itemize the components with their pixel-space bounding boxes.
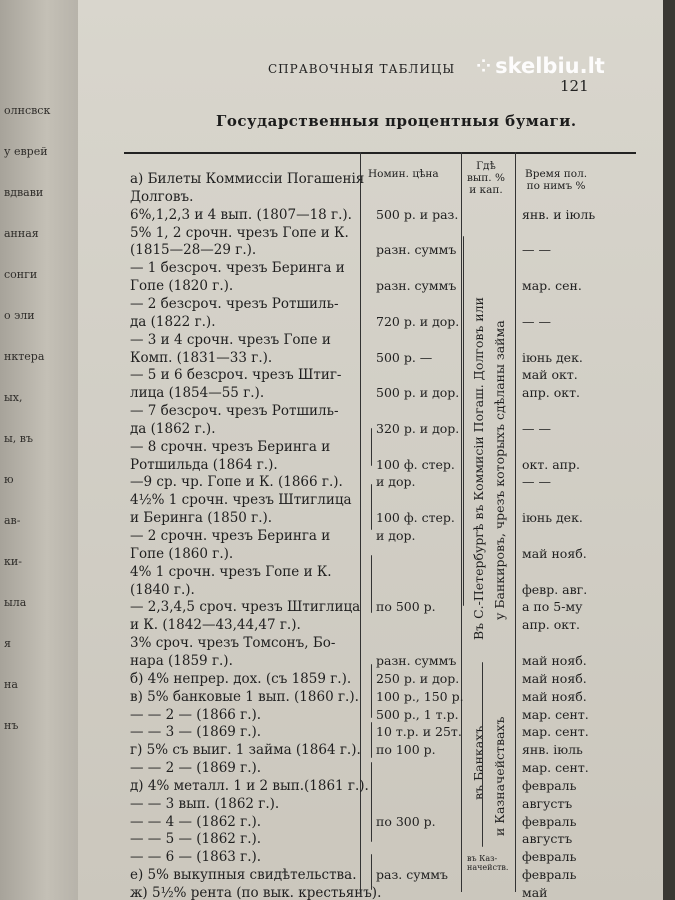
row-payment-time: апр. окт. xyxy=(522,385,580,401)
row-description: — — 2 — (1866 г.). xyxy=(130,706,262,723)
row-payment-time: мар. сент. xyxy=(522,706,589,722)
left-page-fragment: ых, xyxy=(4,391,23,404)
brace xyxy=(482,662,483,847)
row-description: 4% 1 срочн. чрезъ Гопе и К. xyxy=(130,563,332,580)
row-payment-time: май окт. xyxy=(522,367,578,383)
row-nominal: разн. суммъ xyxy=(376,278,457,294)
left-page-fragment: ы, въ xyxy=(4,432,33,445)
row-nominal: 100 ф. стер. xyxy=(376,510,455,526)
row-payment-time: май нояб. xyxy=(522,670,587,686)
row-description: 3% сроч. чрезъ Томсонъ, Бо- xyxy=(130,635,336,652)
row-description: — 1 безсроч. чрезъ Беринга и xyxy=(130,260,345,277)
row-payment-time: апр. окт. xyxy=(522,617,580,633)
row-payment-time: августъ xyxy=(522,795,573,811)
row-description: в) 5% банковые 1 вып. (1860 г.). xyxy=(130,688,359,705)
brace xyxy=(371,428,372,466)
watermark-text: skelbiu.lt xyxy=(495,54,605,78)
vertical-note-banks-a: въ Банкахъ xyxy=(471,725,486,800)
row-description: лица (1854—55 г.). xyxy=(130,385,265,402)
row-nominal: 100 ф. стер. xyxy=(376,456,455,472)
page-title: Государственныя процентныя бумаги. xyxy=(216,112,577,130)
row-description: — — 3 вып. (1862 г.). xyxy=(130,795,280,812)
row-payment-time: февраль xyxy=(522,777,577,793)
row-nominal: 500 р. и дор. xyxy=(376,385,460,401)
table-top-rule xyxy=(124,152,636,154)
row-payment-time: — — xyxy=(522,313,551,329)
row-description: Долговъ. xyxy=(130,188,194,205)
left-page-fragment: у еврей xyxy=(4,145,48,158)
book-gutter-shadow xyxy=(663,0,675,900)
row-nominal: 720 р. и дор. xyxy=(376,313,460,329)
row-nominal: разн. суммъ xyxy=(376,652,457,668)
row-payment-time: февраль xyxy=(522,867,577,883)
row-payment-time: — — xyxy=(522,420,551,436)
row-description: —9 ср. чр. Гопе и К. (1866 г.). xyxy=(130,474,343,491)
row-description: 6%,1,2,3 и 4 вып. (1807—18 г.). xyxy=(130,206,352,223)
row-description: г) 5% съ выиг. 1 займа (1864 г.). xyxy=(130,742,361,759)
row-payment-time: февраль xyxy=(522,849,577,865)
vertical-note-banks-b: и Казначействахъ xyxy=(492,716,507,836)
row-description: Ротшильда (1864 г.). xyxy=(130,456,278,473)
header-nominal: Номин. цѣна xyxy=(368,168,439,180)
row-description: — 2 безсроч. чрезъ Ротшиль- xyxy=(130,295,339,312)
row-description: — — 2 — (1869 г.). xyxy=(130,760,262,777)
row-description: — 7 безсроч. чрезъ Ротшиль- xyxy=(130,403,339,420)
left-page-fragment: ки- xyxy=(4,555,22,568)
row-payment-time: янв. іюль xyxy=(522,742,583,758)
row-payment-time: августъ xyxy=(522,831,573,847)
row-payment-time: мар. сент. xyxy=(522,724,589,740)
row-payment-time: — — xyxy=(522,474,551,490)
brace xyxy=(371,762,372,842)
header-where-line: вып. % xyxy=(467,172,505,184)
row-description: — 2,3,4,5 сроч. чрезъ Штиглица xyxy=(130,599,361,616)
watermark-dots-icon: ⁘ xyxy=(476,55,490,77)
left-page-fragment: анная xyxy=(4,227,39,240)
row-payment-time: іюнь дек. xyxy=(522,510,583,526)
row-nominal: по 500 р. xyxy=(376,599,436,615)
brace xyxy=(371,664,372,718)
row-nominal: разн. суммъ xyxy=(376,242,457,258)
row-payment-time: февр. авг. xyxy=(522,581,588,597)
left-page-fragment: ю xyxy=(4,473,14,486)
row-description: и К. (1842—43,44,47 г.). xyxy=(130,617,301,634)
left-page-edge xyxy=(0,0,78,900)
row-description: (1840 г.). xyxy=(130,581,195,598)
brace xyxy=(371,555,372,613)
row-nominal: и дор. xyxy=(376,528,416,543)
row-nominal: раз. суммъ xyxy=(376,867,448,883)
row-description: — — 5 — (1862 г.). xyxy=(130,831,262,848)
left-page-fragment: нъ xyxy=(4,719,19,732)
row-description: — — 4 — (1862 г.). xyxy=(130,813,262,830)
row-description: да (1822 г.). xyxy=(130,313,216,330)
row-payment-time: февраль xyxy=(522,813,577,829)
left-page-fragment: ыла xyxy=(4,596,27,609)
row-nominal: 10 т.р. и 25т. xyxy=(376,724,462,740)
left-page-fragment: ав- xyxy=(4,514,21,527)
row-description: — 2 срочн. чрезъ Беринга и xyxy=(130,528,331,544)
row-nominal: 320 р. и дор. xyxy=(376,420,460,436)
row-nominal: 500 р. — xyxy=(376,349,433,365)
row-description: и Беринга (1850 г.). xyxy=(130,510,273,527)
brace xyxy=(371,722,372,758)
left-page-fragment: я xyxy=(4,637,11,650)
row-nominal: и дор. xyxy=(376,474,416,490)
vertical-note-bottom: въ Каз-начейств. xyxy=(467,854,509,872)
column-divider xyxy=(461,152,462,892)
left-page-fragment: сонги xyxy=(4,268,38,281)
brace xyxy=(463,236,464,606)
left-page-fragment: вдвави xyxy=(4,186,44,199)
row-description: е) 5% выкупныя свидѣтельства. xyxy=(130,867,357,884)
row-description: ж) 5½% рента (по вык. крестьянъ). xyxy=(130,885,382,900)
row-description: Комп. (1831—33 г.). xyxy=(130,349,273,366)
header-where-line: Гдѣ xyxy=(476,160,496,172)
watermark-logo xyxy=(476,54,605,78)
row-description: 5% 1, 2 срочн. чрезъ Гопе и К. xyxy=(130,224,349,241)
vertical-note-main-b: у Банкировъ, чрезъ которыхъ сдѣланы займа xyxy=(492,320,507,620)
vertical-note-main-a: Въ С.-Петербургѣ въ Коммисіи Погаш. Долговъ или xyxy=(471,297,486,640)
header-where-line: и кап. xyxy=(469,184,503,196)
row-description: 4½% 1 срочн. чрезъ Штиглица xyxy=(130,492,352,509)
column-divider xyxy=(515,152,516,892)
page-number: 121 xyxy=(560,77,589,95)
row-description: — 3 и 4 срочн. чрезъ Гопе и xyxy=(130,331,331,348)
row-description: Гопе (1860 г.). xyxy=(130,545,234,562)
row-description: — 5 и 6 безсроч. чрезъ Штиг- xyxy=(130,367,342,384)
row-nominal: по 100 р. xyxy=(376,742,436,758)
row-payment-time: май нояб. xyxy=(522,652,587,668)
row-nominal: 500 р. и раз. xyxy=(376,206,459,222)
row-payment-time: окт. апр. xyxy=(522,456,580,472)
row-payment-time: а по 5-му xyxy=(522,599,583,615)
row-description: — — 3 — (1869 г.). xyxy=(130,724,262,741)
book-page xyxy=(78,0,663,900)
row-description: — 8 срочн. чрезъ Беринга и xyxy=(130,438,331,455)
row-description: нара (1859 г.). xyxy=(130,652,233,669)
row-payment-time: май нояб. xyxy=(522,688,587,704)
left-page-fragment: нктера xyxy=(4,350,45,363)
row-payment-time: май нояб. xyxy=(522,545,587,561)
running-head: СПРАВОЧНЫЯ ТАБЛИЦЫ xyxy=(268,62,456,76)
brace xyxy=(371,484,372,530)
left-page-fragment: олнсвск xyxy=(4,104,51,117)
left-page-fragment: на xyxy=(4,678,18,691)
row-payment-time: май xyxy=(522,885,548,900)
row-description: — — 6 — (1863 г.). xyxy=(130,849,262,866)
row-description: (1815—28—29 г.). xyxy=(130,242,257,259)
row-payment-time: мар. сен. xyxy=(522,278,582,294)
left-page-fragment: о эли xyxy=(4,309,35,322)
header-time-line: Время пол. xyxy=(525,168,588,180)
row-nominal: 250 р. и дор. xyxy=(376,670,460,686)
row-nominal: 100 р., 150 р. xyxy=(376,688,464,704)
row-nominal: по 300 р. xyxy=(376,813,436,829)
row-description: а) Билеты Коммиссіи Погашенія xyxy=(130,171,365,187)
row-description: д) 4% металл. 1 и 2 вып.(1861 г.). xyxy=(130,777,369,794)
header-where xyxy=(467,160,505,196)
row-description: Гопе (1820 г.). xyxy=(130,278,234,295)
row-payment-time: іюнь дек. xyxy=(522,349,583,365)
row-nominal: 500 р., 1 т.р. xyxy=(376,706,459,722)
row-description: б) 4% непрер. дох. (съ 1859 г.). xyxy=(130,670,352,687)
header-time xyxy=(525,168,587,192)
header-time-line: по нимъ % xyxy=(526,180,586,192)
row-payment-time: мар. сент. xyxy=(522,760,589,776)
row-description: да (1862 г.). xyxy=(130,420,216,437)
row-payment-time: — — xyxy=(522,242,551,258)
row-payment-time: янв. и іюль xyxy=(522,206,596,222)
